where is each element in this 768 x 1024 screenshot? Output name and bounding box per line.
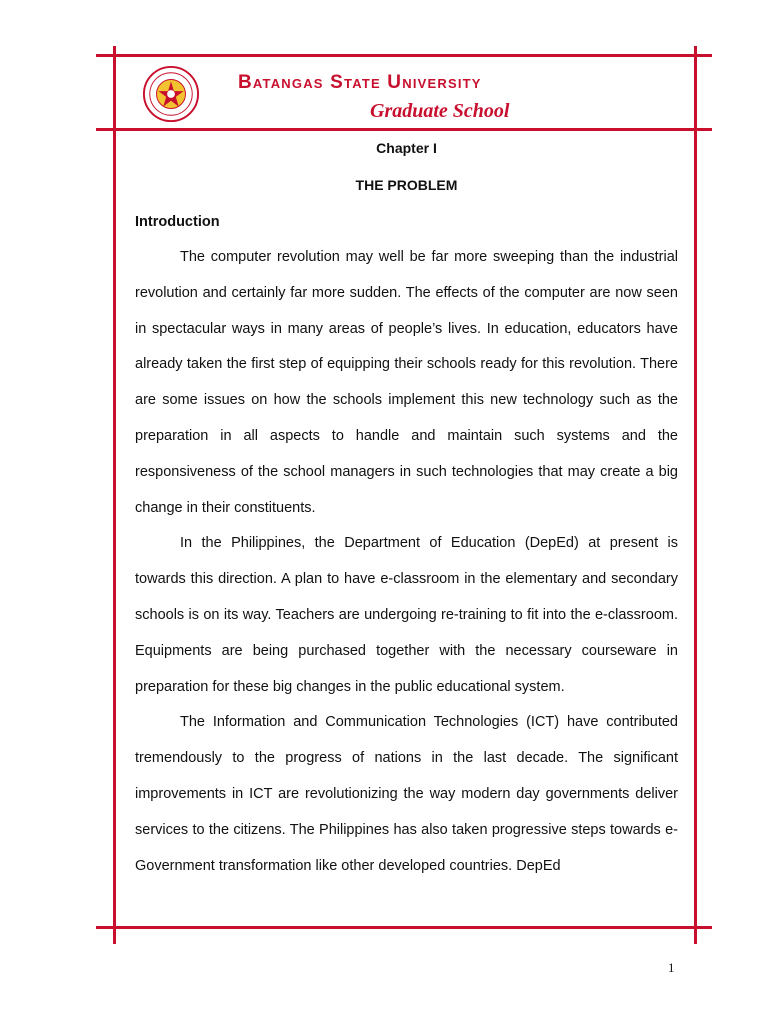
border-top-rule xyxy=(96,54,712,57)
document-body xyxy=(135,138,678,884)
school-name: Graduate School xyxy=(370,100,510,122)
university-seal-icon xyxy=(142,65,200,123)
chapter-title: THE PROBLEM xyxy=(355,177,458,193)
page-number: 1 xyxy=(668,960,675,975)
section-heading: Introduction xyxy=(135,214,220,230)
university-name: Batangas State University xyxy=(238,72,482,93)
paragraph: In the Philippines, the Department of Education (DepEd) at present is towards this direction. A plan to have e-classroom in the elementary and secondary schools is on its way. Teachers are undergoing re-training to fit into the e-classroom. Equipments are being purchased together with the necessary courseware in preparation for these big changes in the public educational system. xyxy=(135,535,678,695)
chapter-label: Chapter I xyxy=(376,140,437,156)
header-divider-rule xyxy=(96,128,712,131)
border-left-rule xyxy=(113,46,116,944)
border-right-rule xyxy=(694,46,697,944)
paragraph: The computer revolution may well be far more sweeping than the industrial revolution and certainly far more sudden. The effects of the computer are now seen in spectacular ways in many areas of people’s lives. In education, educators have already taken the first step of equipping their schools ready for this revolution. There are some issues on how the schools implement this new technology such as the preparation in all aspects to handle and maintain such systems and the responsiveness of the school managers in such technologies that may create a big change in their constituents. xyxy=(135,249,678,516)
border-bottom-rule xyxy=(96,926,712,929)
paragraph: The Information and Communication Technologies (ICT) have contributed tremendously to the progress of nations in the last decade. The significant improvements in ICT are revolutionizing the way modern day governments deliver services to the citizens. The Philippines has also taken progressive steps towards e-Government transformation like other developed countries. DepEd xyxy=(135,714,678,874)
